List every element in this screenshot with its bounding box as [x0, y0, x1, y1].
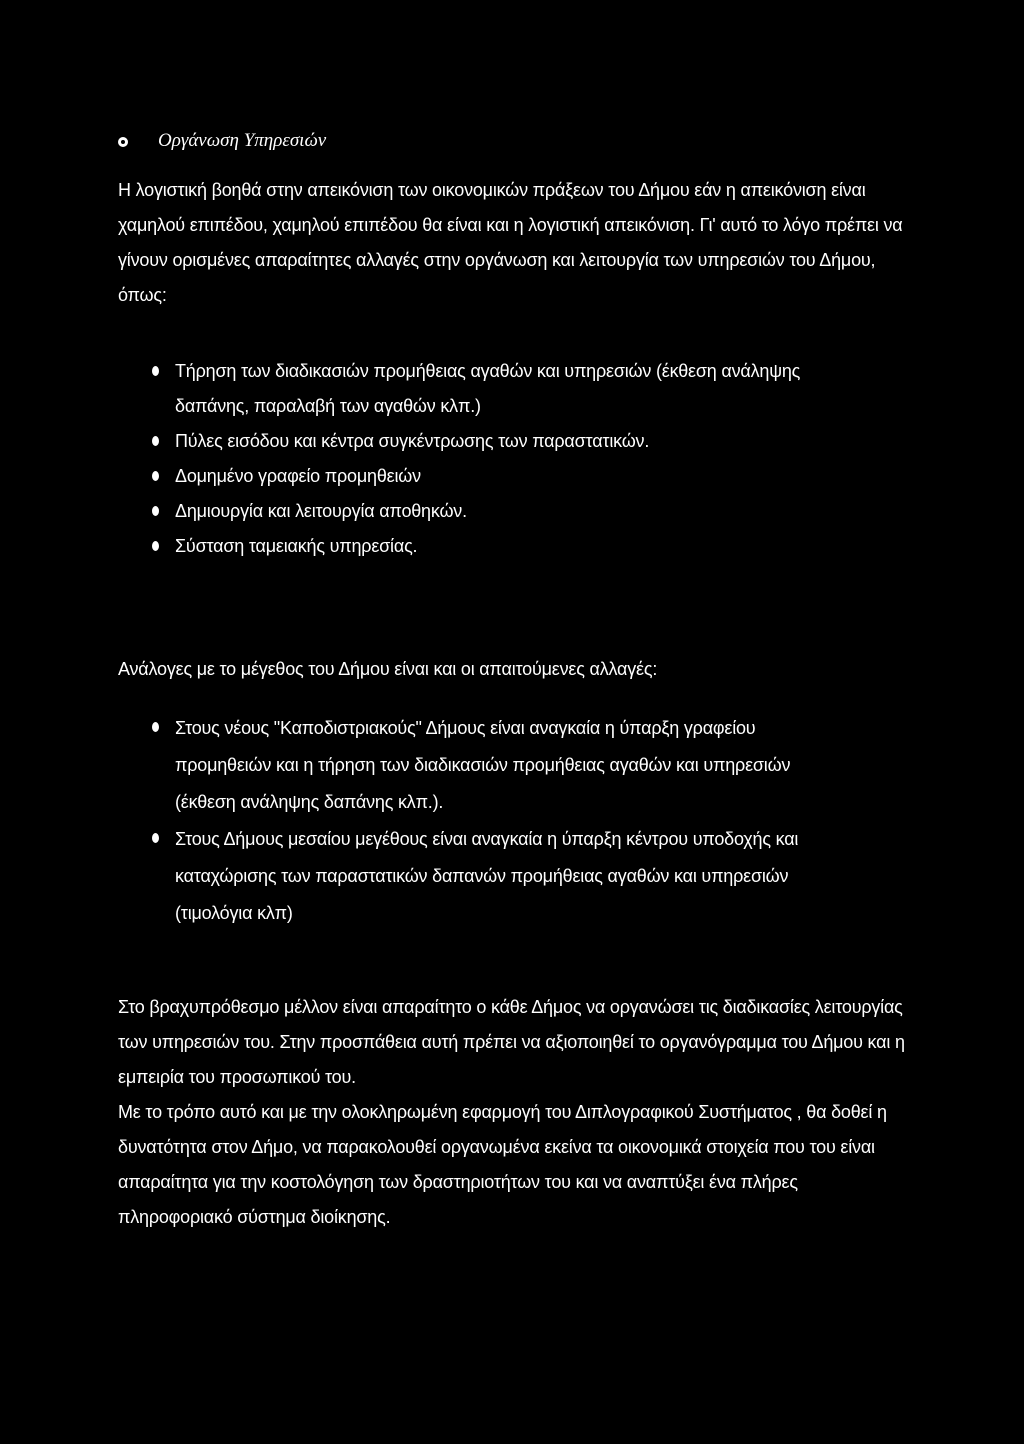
list-item-text: Δημιουργία και λειτουργία αποθηκών.	[175, 501, 467, 521]
round-bullet-icon	[152, 541, 159, 551]
list-item-text: Τήρηση των διαδικασιών προμήθειας αγαθών και υπηρεσιών (έκθεση ανάληψης δαπάνης, παραλαβή των αγαθών κλπ.)	[175, 361, 801, 416]
closing-paragraph-1: Στο βραχυπρόθεσμο μέλλον είναι απαραίτητο ο κάθε Δήμος να οργανώσει τις διαδικασίες λειτουργίας των υπηρεσιών του. Στην προσπάθεια αυτή πρέπει να αξιοποιηθεί το οργανόγραμμα του Δήμου και η εμπειρία του προσωπικού του.	[118, 997, 905, 1087]
round-bullet-icon	[152, 471, 159, 481]
section-heading-text: Οργάνωση Υπηρεσιών	[158, 130, 327, 151]
round-bullet-icon	[152, 722, 159, 732]
list-item	[152, 459, 872, 494]
changes-list	[152, 354, 872, 564]
list-item	[152, 424, 872, 459]
list-item-text: Σύσταση ταμειακής υπηρεσίας.	[175, 536, 418, 556]
round-bullet-icon	[152, 366, 159, 376]
section-heading	[118, 130, 326, 152]
size-paragraph: Ανάλογες με το μέγεθος του Δήμου είναι και οι απαιτούμενες αλλαγές:	[118, 659, 658, 679]
circle-bullet-icon	[118, 137, 128, 147]
list-item-text: Στους νέους "Καποδιστριακούς" Δήμους είναι αναγκαία η ύπαρξη γραφείου προμηθειών και η τήρηση των διαδικασιών προμήθειας αγαθών και υπηρεσιών (έκθεση ανάληψης δαπάνης κλπ.).	[175, 718, 791, 812]
list-item-text: Δομημένο γραφείο προμηθειών	[175, 466, 421, 486]
list-item	[152, 710, 852, 821]
size-list	[152, 710, 852, 932]
closing-paragraph-2: Με το τρόπο αυτό και με την ολοκληρωμένη εφαρμογή του Διπλογραφικού Συστήματος , θα δοθεί η δυνατότητα στον Δήμο, να παρακολουθεί οργανωμένα εκείνα τα οικονομικά στοιχεία που του είναι απαραίτητα για την κοστολόγηση των δραστηριοτήτων του και να αναπτύξει ένα πλήρες πληροφοριακό σύστημα διοίκησης.	[118, 1102, 887, 1227]
round-bullet-icon	[152, 833, 159, 843]
round-bullet-icon	[152, 506, 159, 516]
list-item	[152, 821, 852, 932]
list-item	[152, 529, 872, 564]
round-bullet-icon	[152, 436, 159, 446]
list-item-text: Πύλες εισόδου και κέντρα συγκέντρωσης των παραστατικών.	[175, 431, 650, 451]
list-item	[152, 494, 872, 529]
list-item-text: Στους Δήμους μεσαίου μεγέθους είναι αναγκαία η ύπαρξη κέντρου υποδοχής και καταχώρισης των παραστατικών δαπανών προμήθειας αγαθών και υπηρεσιών (τιμολόγια κλπ)	[175, 829, 799, 923]
intro-paragraph: Η λογιστική βοηθά στην απεικόνιση των οικονομικών πράξεων του Δήμου εάν η απεικόνιση είναι χαμηλού επιπέδου, χαμηλού επιπέδου θα είναι και η λογιστική απεικόνιση. Γι' αυτό το λόγο πρέπει να γίνουν ορισμένες απαραίτητες αλλαγές στην οργάνωση και λειτουργία των υπηρεσιών του Δήμου, όπως:	[118, 180, 903, 305]
list-item	[152, 354, 872, 424]
